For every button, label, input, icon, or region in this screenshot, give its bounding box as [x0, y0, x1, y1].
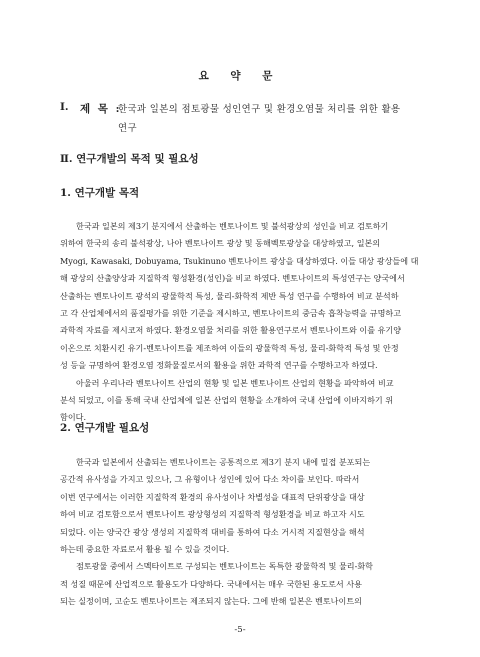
section-2-heading: Ⅱ. 연구개발의 목적 및 필요성 — [60, 153, 199, 165]
section-1-number: Ⅰ. — [60, 101, 69, 113]
paragraph-line: 위하여 한국의 송리 불석광상, 나아 벤토나이트 광상 및 동해벡토광상을 대상하였고, 일본의 — [60, 238, 381, 249]
paragraph-line: 되었다. 이는 양국간 광상 생성의 지질학적 대비를 통하여 다소 거시적 지질현상을 해석 — [60, 526, 365, 537]
project-title — [118, 100, 428, 138]
paragraph-line: 공간적 유사성을 가지고 있으나, 그 유형이나 성인에 있어 다소 차이를 보인다. 따라서 — [60, 474, 360, 485]
page-number: -5- — [234, 625, 246, 635]
paragraph-line: Myogi, Kawasaki, Dobuyama, Tsukinuno 벤토나이트 광상을 대상하였다. 이들 대상 광상들에 대 — [60, 255, 419, 266]
paragraph-line: 하는데 중요한 자료로서 활용 될 수 있을 것이다. — [60, 544, 230, 555]
paragraph-line: 고 각 산업체에서의 품질평가를 위한 기준을 제시하고, 벤토나이트의 중금속 흡착능력을 규명하고 — [60, 308, 402, 319]
paragraph-line: 점토광물 중에서 스멕타이트로 구성되는 벤토나이트는 독특한 광물학적 및 물리-화학 — [76, 561, 373, 572]
summary-heading: 요 약 문 — [198, 70, 282, 82]
paragraph-line: 분석 되었고, 이를 통해 국내 산업체에 일본 산업의 현황을 소개하여 국내 산업에 이바지하기 위 — [60, 395, 394, 406]
paragraph-line: 산출하는 벤토나이트 광석의 광물학적 특성, 물리-화학적 제반 특성 연구를 수행하여 비교 분석하 — [60, 290, 399, 301]
paragraph-line: 해 광상의 산출양상과 지질학적 형성환경(성인)을 비교 하였다. 벤토나이트의 특성연구는 양국에서 — [60, 273, 405, 284]
paragraph-line: 함이다. — [60, 412, 87, 423]
paragraph-purpose — [60, 218, 422, 427]
paragraph-line: 이온으로 치환시킨 유기-벤토나이트를 제조하여 이들의 광물학적 특성, 물리-화학적 특성 및 안정 — [60, 342, 399, 353]
subsection-1-heading: 1. 연구개발 목적 — [60, 187, 140, 199]
paragraph-line: 적 성질 때문에 산업적으로 활용도가 다양하다. 국내에서는 매우 국한된 용도로서 사용 — [60, 578, 362, 589]
project-title-line: 한국과 일본의 점토광물 성인연구 및 환경오염물 처리를 위한 활용 — [118, 104, 401, 115]
paragraph-line: 하여 비교 검토함으로서 벤토나이트 광상형성의 지질학적 형성환경을 비교 하고자 시도 — [60, 509, 365, 520]
paragraph-line: 한국과 일본의 제3기 분지에서 산출하는 벤토나이트 및 불석광상의 성인을 비교 검토하기 — [76, 221, 389, 231]
paragraph-line: 한국과 일본에서 산출되는 벤토나이트는 공통적으로 제3기 분지 내에 밀접 분포되는 — [76, 457, 371, 467]
section-1-label: 제 목 : — [80, 103, 122, 115]
paragraph-line: 아울러 우리나라 벤토나이트 산업의 현황 및 일본 벤토나이트 산업의 현황을 파악하여 비교 — [76, 377, 394, 388]
paragraph-line: 이번 연구에서는 이러한 지질학적 환경의 유사성이나 차별성을 대표적 단위광상을 대상 — [60, 491, 365, 502]
paragraph-line: 되는 실정이며, 고순도 벤토나이트는 제조되지 않는다. 그에 반해 일본은 벤토나이트의 — [60, 596, 362, 607]
subsection-2-heading: 2. 연구개발 필요성 — [60, 422, 150, 434]
paragraph-necessity — [60, 454, 422, 611]
paragraph-line: 성 등을 규명하여 환경오염 정화물질로서의 활용을 위한 과학적 연구를 수행하고자 하였다. — [60, 360, 378, 371]
project-title-line: 연구 — [118, 123, 137, 134]
paragraph-line: 과학적 자료를 제시코저 하였다. 환경오염물 처리를 위한 활용연구로서 벤토나이트와 이를 유기양 — [60, 325, 402, 336]
